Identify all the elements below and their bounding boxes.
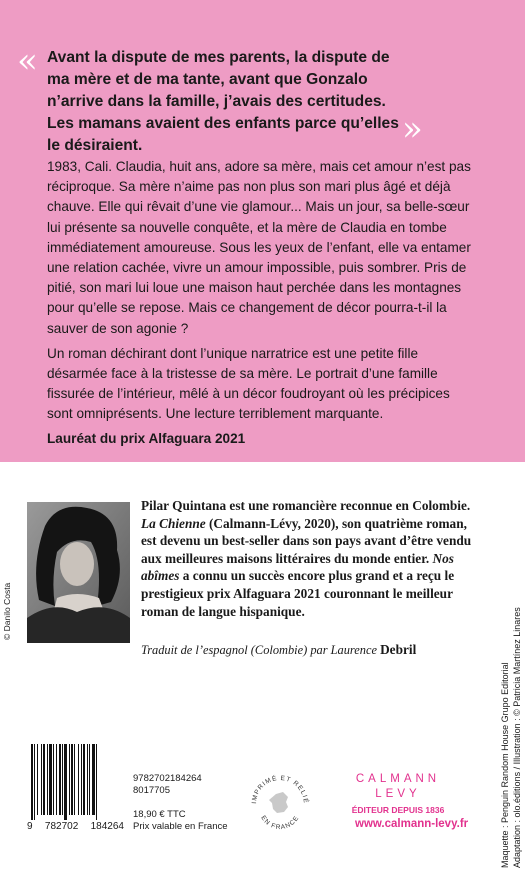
france-map-icon — [269, 792, 288, 813]
barcode-digits — [27, 821, 124, 832]
publisher-logo-line-1: CALMANN — [355, 773, 441, 785]
barcode-bar — [47, 744, 48, 815]
barcode-bar — [69, 744, 70, 815]
bio-title-2: Nos abîmes — [141, 550, 454, 584]
author-bio — [141, 497, 477, 620]
product-code: 8017705 — [133, 785, 170, 796]
barcode-bar — [92, 744, 95, 815]
translator-name: Debril — [380, 642, 417, 657]
barcode-bar — [49, 744, 52, 815]
barcode-digit-first: 9 — [27, 821, 33, 832]
photo-credit: © Danilo Costa — [2, 582, 12, 640]
open-quote-mark: « — [17, 41, 38, 81]
summary-paragraph-1: 1983, Cali. Claudia, huit ans, adore sa mère, mais cet amour n’est pas réciproque. Sa mère n’aime pas non plus son mari plus âgé et déjà chauve. Elle qui rêvait d’une vie glamour... Mais un jour, sa belle-sœur lui présente sa nouvelle conquête, et la mère de Claudia en tombe immédiatement amoureuse. Sous les yeux de l’enfant, elle va entamer une relation cachée, vivre un amour impossible, puis sombrer. Pris de pitié, son mari lui loue une maison haut perchée dans les montagnes pour qu’elle se repose. Mais ce changement de décor pourra-t-il la sauver de son agonie ? — [47, 159, 471, 336]
barcode-bar — [62, 744, 63, 815]
stamp-bottom-text: EN FRANCE — [259, 814, 301, 832]
barcode — [27, 744, 124, 820]
translator-credit — [141, 642, 416, 658]
barcode-group-1: 782702 — [44, 821, 79, 832]
price-validity: Prix valable en France — [133, 821, 228, 832]
barcode-bar — [53, 744, 54, 815]
barcode-bar — [41, 744, 42, 815]
publisher-logo — [351, 772, 445, 802]
svg-text:EN FRANCE — [259, 815, 300, 832]
barcode-bar — [37, 744, 38, 815]
barcode-bar — [64, 744, 67, 820]
barcode-bar — [89, 744, 90, 815]
illustration-credit: Adaptation : olo.éditions / Illustration : © Patricia Martínez Linares — [512, 607, 522, 868]
barcode-bar — [74, 744, 75, 815]
barcode-bar — [34, 744, 35, 820]
author-photo — [27, 502, 130, 643]
isbn-number: 9782702184264 — [133, 773, 202, 784]
summary-paragraph-2: Un roman déchirant dont l’unique narratrice est une petite fille désarmée face à la tristesse de sa mère. Le portrait d’une famille fissurée de l’intérieur, mêlé à un décor foudroyant où les précipices sont omniprésents. Une lecture terriblement marquante. — [47, 345, 450, 422]
barcode-group-2: 184264 — [90, 821, 124, 832]
book-summary — [47, 157, 479, 430]
publisher-logo-line-2: LEVY — [375, 788, 421, 800]
pull-quote: Avant la dispute de mes parents, la dispute de ma mère et de ma tante, avant que Gonzalo n’arrive dans la famille, j’avais des certitudes. Les mamans avaient des enfants parce qu’elles le désiraient. — [47, 49, 399, 154]
prize-line: Lauréat du prix Alfaguara 2021 — [47, 431, 246, 446]
design-credit: Maquette : Penguin Random House Grupo Editorial — [500, 662, 510, 868]
barcode-bar — [56, 744, 57, 815]
barcode-bar — [31, 744, 33, 820]
bio-text-2: (Calmann-Lévy, 2020), son quatrième roman, est devenu un best-seller dans son pays avant d’être vendu aux meilleures maisons littéraires du monde entier. — [141, 515, 472, 566]
stamp-top-text: IMPRIMÉ ET RELIÉ — [250, 774, 310, 805]
barcode-bar — [96, 744, 97, 820]
translator-prefix: Traduit de l’espagnol (Colombie) par Laurence — [141, 643, 381, 657]
bio-title-1: La Chienne — [141, 515, 206, 531]
barcode-bar — [83, 744, 85, 815]
publisher-website[interactable]: www.calmann-levy.fr — [355, 818, 469, 830]
barcode-bar — [43, 744, 45, 815]
bio-text-1: Pilar Quintana est une romancière reconnue en Colombie. — [141, 498, 471, 513]
barcode-bar — [59, 744, 61, 815]
price: 18,90 € TTC — [133, 809, 186, 820]
barcode-bar — [87, 744, 88, 815]
bio-text-3: a connu un succès encore plus grand et a reçu le prestigieux prix Alfaguara 2021 couronnant le meilleur roman de langue hispanique. — [141, 568, 455, 619]
barcode-bar — [71, 744, 73, 815]
barcode-bar — [81, 744, 82, 815]
made-in-france-stamp — [246, 770, 314, 838]
publisher-tagline: ÉDITEUR DEPUIS 1836 — [351, 805, 445, 815]
close-quote-mark: » — [402, 109, 423, 149]
barcode-bar — [78, 744, 79, 815]
